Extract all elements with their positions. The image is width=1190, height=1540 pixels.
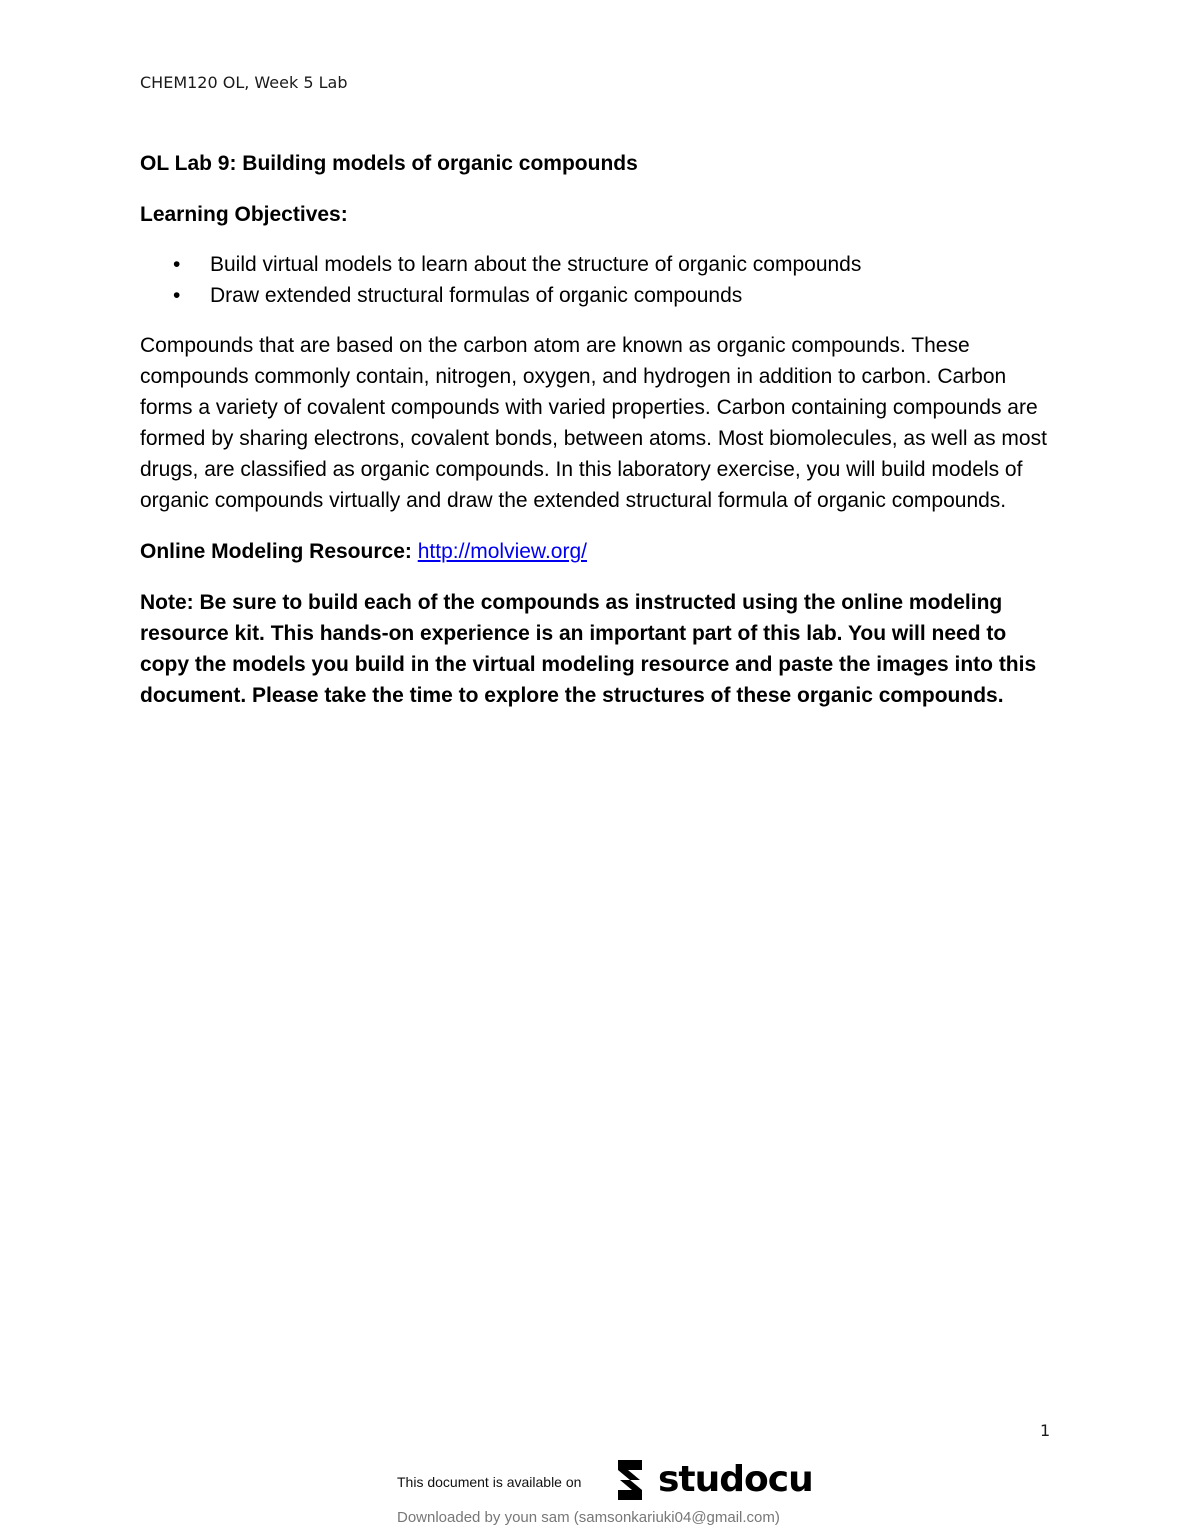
resource-link[interactable]: http://molview.org/ (417, 540, 587, 563)
intro-paragraph: Compounds that are based on the carbon atom are known as organic compounds. These compounds commonly contain, nitrogen, oxygen, and hydrogen in addition to carbon. Carbon forms a variety of covalent compounds with varied properties. Carbon containing compounds are formed by sharing electrons, covalent bonds, between atoms. Most biomolecules, as well as most drugs, are classified as organic compounds. In this laboratory exercise, you will build models of organic compounds virtually and draw the extended structural formula of organic compounds. (140, 334, 1047, 512)
objective-text: Build virtual models to learn about the structure of organic compounds (210, 253, 862, 276)
resource-line (140, 536, 1050, 567)
bullet-icon: • (173, 253, 181, 276)
lab-title: OL Lab 9: Building models of organic compounds (140, 152, 638, 175)
studocu-wordmark: studocu (658, 1458, 813, 1500)
downloaded-by: Downloaded by youn sam (samsonkariuki04@gmail.com) (397, 1509, 780, 1526)
objectives-heading: Learning Objectives: (140, 203, 348, 226)
note-paragraph: Note: Be sure to build each of the compounds as instructed using the online modeling resource kit. This hands-on experience is an important part of this lab. You will need to copy the models you build in the virtual modeling resource and paste the images into this document. Please take the time to explore the structures of these organic compounds. (140, 591, 1037, 707)
objectives-list (140, 249, 1050, 311)
page-number: 1 (1040, 1421, 1051, 1440)
objective-text: Draw extended structural formulas of organic compounds (210, 284, 743, 307)
bullet-icon: • (173, 284, 181, 307)
objective-item (140, 249, 1050, 280)
studocu-logo[interactable] (604, 1454, 813, 1506)
document-body (140, 148, 1050, 711)
resource-label: Online Modeling Resource: (140, 540, 412, 563)
studocu-logo-icon (604, 1454, 656, 1506)
objective-item (140, 280, 1050, 311)
running-header: CHEM120 OL, Week 5 Lab (140, 73, 348, 92)
availability-text: This document is available on (397, 1474, 582, 1490)
